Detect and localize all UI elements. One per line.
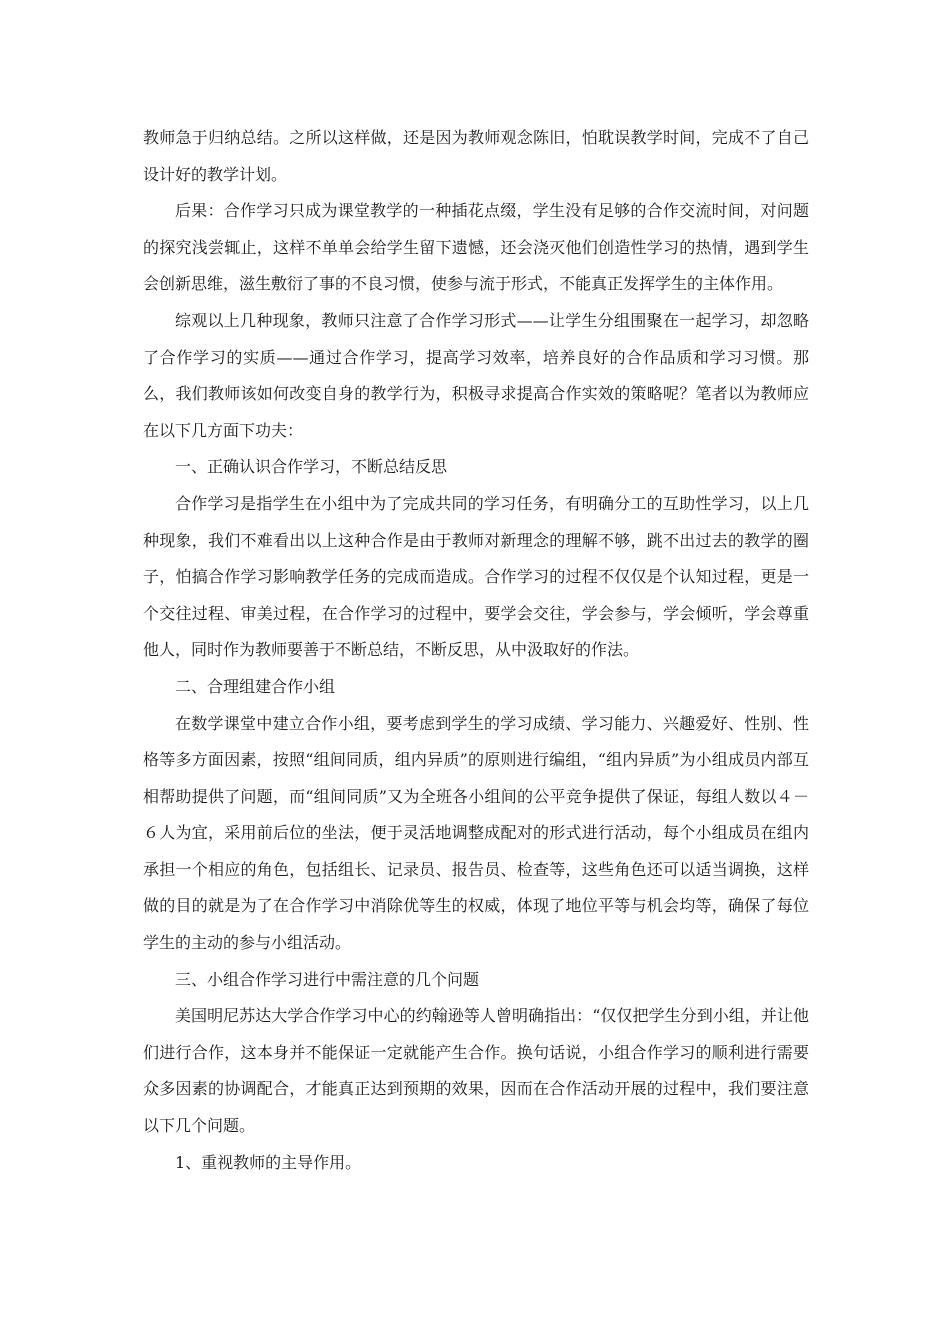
- paragraph-continuation: 教师急于归纳总结。之所以这样做，还是因为教师观念陈旧，怕耽误教学时间，完成不了自己设计好的教学计划。: [143, 128, 809, 184]
- paragraph-summary: 综观以上几种现象，教师只注意了合作学习形式——让学生分组围聚在一起学习，却忽略了合作学习的实质——通过合作学习，提高学习效率，培养良好的合作品质和学习习惯。那么，我们教师该如何改变自身的教学行为，积极寻求提高合作实效的策略呢？笔者以为教师应在以下几方面下功夫：: [143, 310, 809, 440]
- section-heading-3: 三、小组合作学习进行中需注意的几个问题: [175, 969, 480, 989]
- subsection-heading-1: 1、重视教师的主导作用。: [175, 1152, 362, 1172]
- section-heading-1: 一、正确认识合作学习，不断总结反思: [175, 457, 448, 477]
- document-body: [143, 120, 809, 1181]
- paragraph-section-3: 美国明尼苏达大学合作学习中心的约翰逊等人曾明确指出：“仅仅把学生分到小组，并让他们进行合作，这本身并不能保证一定就能产生合作。换句话说，小组合作学习的顺利进行需要众多因素的协调配合，才能真正达到预期的效果，因而在合作活动开展的过程中，我们要注意以下几个问题。: [143, 1006, 809, 1136]
- paragraph-consequence: 后果：合作学习只成为课堂教学的一种插花点缀，学生没有足够的合作交流时间，对问题的探究浅尝辄止，这样不单单会给学生留下遗憾，还会浇灭他们创造性学习的热情，遇到学生会创新思维，滋生敷衍了事的不良习惯，使参与流于形式，不能真正发挥学生的主体作用。: [143, 201, 809, 294]
- paragraph-section-1: 合作学习是指学生在小组中为了完成共同的学习任务，有明确分工的互助性学习，以上几种现象，我们不难看出以上这种合作是由于教师对新理念的理解不够，跳不出过去的教学的圈子，怕搞合作学习影响教学任务的完成而造成。合作学习的过程不仅仅是个认知过程，更是一个交往过程、审美过程，在合作学习的过程中，要学会交往，学会参与，学会倾听，学会尊重他人，同时作为教师要善于不断总结，不断反思，从中汲取好的作法。: [143, 493, 809, 660]
- paragraph-section-2: 在数学课堂中建立合作小组，要考虑到学生的学习成绩、学习能力、兴趣爱好、性别、性格等多方面因素，按照“组间同质，组内异质”的原则进行编组，“组内异质”为小组成员内部互相帮助提供了问题，而“组间同质”又为全班各小组间的公平竞争提供了保证，每组人数以４－６人为宜，采用前后位的坐法，便于灵活地调整成配对的形式进行活动，每个小组成员在组内承担一个相应的角色，包括组长、记录员、报告员、检查等，这些角色还可以适当调换，这样做的目的就是为了在合作学习中消除优等生的权威，体现了地位平等与机会均等，确保了每位学生的主动的参与小组活动。: [143, 713, 809, 953]
- section-heading-2: 二、合理组建合作小组: [175, 676, 336, 696]
